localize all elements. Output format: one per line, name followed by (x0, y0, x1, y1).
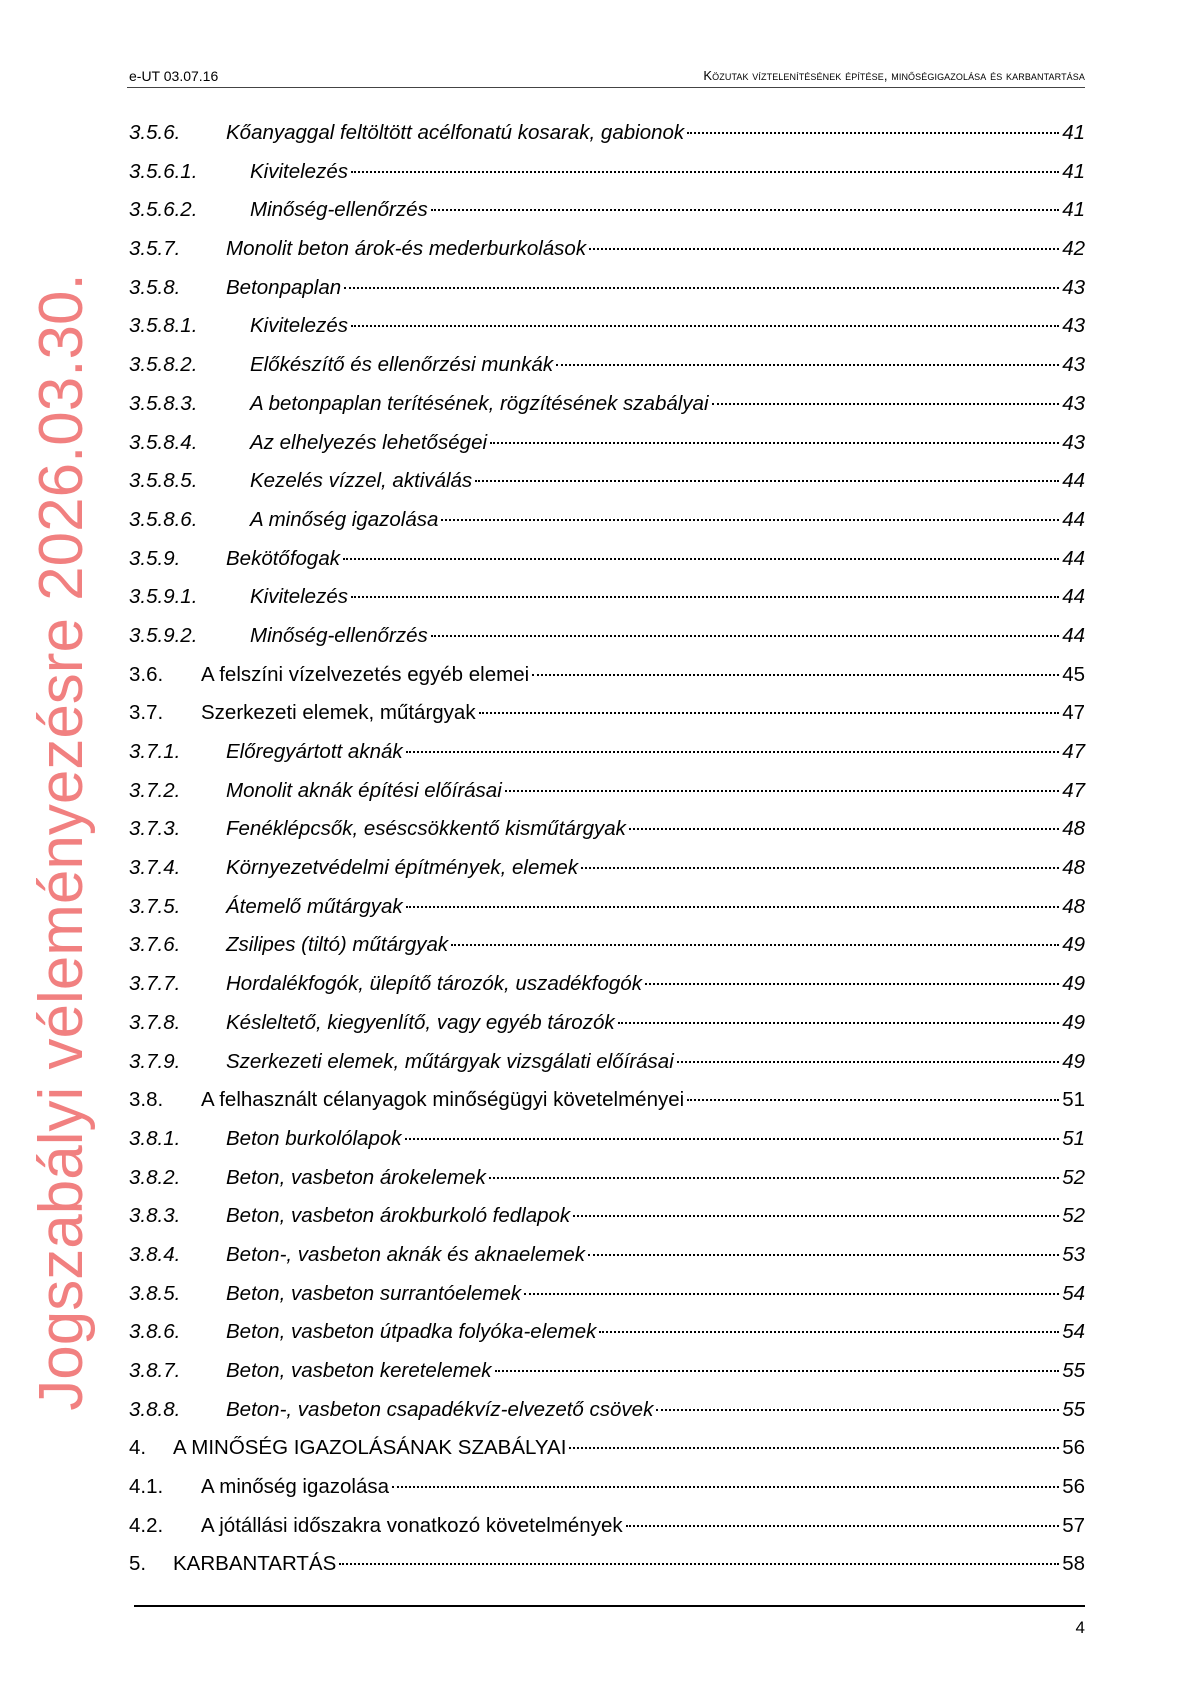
toc-entry-number: 3.8.8. (129, 1397, 181, 1421)
toc-entry-title: A felhasznált célanyagok minőségügyi követelményei (201, 1088, 685, 1112)
toc-entry-page: 58 (1062, 1552, 1085, 1576)
toc-entry-number: 3.6. (129, 662, 164, 686)
toc-entry[interactable] (129, 1429, 1085, 1468)
toc-entry-title: A MINŐSÉG IGAZOLÁSÁNAK SZABÁLYAI (173, 1436, 567, 1460)
toc-entry-title: Hordalékfogók, ülepítő tározók, uszadékfogók (226, 972, 642, 996)
toc-entry-number: 3.8. (129, 1088, 164, 1112)
toc-entry-number: 3.8.3. (129, 1204, 181, 1228)
toc-entry-title: Környezetvédelmi építmények, elemek (226, 856, 579, 880)
toc-entry-number: 3.5.8.1. (129, 314, 198, 338)
dot-leader (405, 1138, 1060, 1140)
toc-entry-title: Beton, vasbeton keretelemek (226, 1359, 492, 1382)
footer-divider (134, 1605, 1085, 1607)
toc-entry[interactable] (129, 191, 1085, 230)
toc-entry-number: 3.8.4. (129, 1242, 181, 1266)
toc-entry[interactable] (129, 462, 1085, 501)
toc-entry-page: 56 (1062, 1475, 1085, 1499)
watermark: Jogszabályi véleményezésre 2026.03.30. (27, 273, 96, 1411)
toc-entry[interactable] (129, 501, 1085, 540)
toc-entry-title: Bekötőfogak (226, 546, 340, 570)
toc-entry-page: 43 (1062, 391, 1085, 415)
toc-entry-page: 44 (1062, 469, 1085, 493)
toc-entry-title: A jótállási időszakra vonatkozó követelmények (201, 1513, 623, 1537)
toc-entry-title: Kivitelezés (250, 585, 348, 609)
toc-entry-title: Kezelés vízzel, aktiválás (250, 469, 473, 493)
toc-entry-title: A minőség igazolása (250, 507, 439, 531)
toc-entry-page: 42 (1062, 237, 1085, 261)
toc-entry[interactable] (129, 617, 1085, 656)
toc-entry[interactable] (129, 385, 1085, 424)
toc-entry-title: Monolit beton árok-és mederburkolások (226, 237, 587, 261)
toc-entry[interactable] (129, 1313, 1085, 1352)
toc-entry-page: 43 (1062, 353, 1085, 377)
dot-leader (406, 906, 1060, 908)
toc-entry-page: 41 (1062, 159, 1085, 183)
toc-entry-number: 3.5.9. (129, 546, 181, 570)
toc-entry-page: 44 (1062, 585, 1085, 609)
toc-entry-number: 3.7.6. (129, 933, 181, 957)
toc-entry-number: 3.5.8. (129, 275, 181, 299)
toc-entry-number: 3.7.2. (129, 778, 181, 802)
toc-entry[interactable] (129, 926, 1085, 965)
toc-entry-page: 55 (1062, 1397, 1085, 1421)
toc-entry[interactable] (129, 346, 1085, 385)
dot-leader (588, 1254, 1059, 1256)
toc-entry-page: 51 (1062, 1126, 1085, 1150)
toc-entry-page: 49 (1062, 972, 1085, 996)
toc-entry-page: 47 (1062, 740, 1085, 763)
toc-entry-title: Kőanyaggal feltöltött acélfonatú kosarak, gabionok (226, 121, 685, 144)
dot-leader (344, 287, 1059, 289)
toc-entry-title: A minőség igazolása (201, 1475, 390, 1499)
toc-entry-page: 41 (1062, 198, 1085, 222)
toc-entry-number: 3.5.8.2. (129, 353, 198, 377)
toc-entry-page: 54 (1062, 1320, 1085, 1344)
toc-entry-title: Betonpaplan (226, 275, 342, 299)
dot-leader (581, 867, 1059, 869)
toc-entry-title: Az elhelyezés lehetőségei (250, 430, 488, 454)
toc-entry-title: KARBANTARTÁS (173, 1552, 337, 1576)
dot-leader (351, 596, 1059, 598)
toc-entry-page: 47 (1062, 701, 1085, 725)
dot-leader (645, 983, 1059, 985)
toc-entry-title: Beton-, vasbeton aknák és aknaelemek (226, 1242, 585, 1266)
toc-entry-number: 3.7.5. (129, 894, 181, 918)
toc-entry-page: 49 (1062, 1049, 1085, 1073)
dot-leader (532, 674, 1059, 676)
toc-entry-title: Beton, vasbeton árokelemek (226, 1165, 486, 1189)
toc-entry[interactable] (129, 849, 1085, 888)
toc-entry-title: Kivitelezés (250, 159, 348, 183)
header-divider (127, 87, 1085, 88)
toc-entry-number: 3.7. (129, 701, 164, 725)
toc-entry-page: 49 (1062, 933, 1085, 957)
toc-entry-number: 3.7.3. (129, 817, 181, 841)
table-of-contents (129, 114, 1085, 1584)
toc-entry-number: 3.7.8. (129, 1010, 181, 1034)
toc-entry-page: 43 (1062, 430, 1085, 454)
toc-entry-title: Minőség-ellenőrzés (250, 198, 428, 222)
toc-entry-number: 3.8.7. (129, 1359, 181, 1382)
dot-leader (451, 944, 1059, 946)
dot-leader (489, 1177, 1059, 1179)
toc-entry-title: Beton-, vasbeton csapadékvíz-elvezető csövek (226, 1397, 654, 1421)
toc-entry[interactable] (129, 1352, 1085, 1391)
toc-entry-number: 3.7.9. (129, 1049, 181, 1073)
toc-entry-page: 52 (1062, 1204, 1085, 1228)
toc-entry[interactable] (129, 1120, 1085, 1159)
toc-entry[interactable] (129, 1004, 1085, 1043)
toc-entry[interactable] (129, 1507, 1085, 1546)
dot-leader (687, 1099, 1059, 1101)
toc-entry[interactable] (129, 656, 1085, 695)
toc-entry-title: Előkészítő és ellenőrzési munkák (250, 353, 554, 377)
toc-entry[interactable] (129, 1275, 1085, 1314)
toc-entry-number: 5. (129, 1552, 147, 1576)
dot-leader (556, 364, 1059, 366)
toc-entry[interactable] (129, 1468, 1085, 1507)
toc-entry[interactable] (129, 230, 1085, 269)
toc-entry[interactable] (129, 307, 1085, 346)
toc-entry-page: 48 (1062, 817, 1085, 841)
toc-entry[interactable] (129, 153, 1085, 192)
toc-entry-number: 3.7.4. (129, 856, 181, 880)
dot-leader (343, 558, 1059, 560)
dot-leader (712, 403, 1060, 405)
toc-entry-number: 3.5.6. (129, 121, 181, 144)
toc-entry-number: 3.7.1. (129, 740, 181, 763)
header-doc-title: Közutak víztelenítésének építése, minőségigazolása és karbantartása (703, 68, 1085, 83)
toc-entry-number: 3.5.9.1. (129, 585, 198, 609)
toc-entry-number: 4.2. (129, 1513, 164, 1537)
toc-entry[interactable] (129, 810, 1085, 849)
toc-entry-number: 3.5.6.1. (129, 159, 198, 183)
toc-entry-number: 3.5.6.2. (129, 198, 198, 222)
toc-entry-title: Beton, vasbeton surrantóelemek (226, 1281, 522, 1305)
dot-leader (339, 1563, 1059, 1565)
toc-entry-number: 3.5.7. (129, 237, 181, 261)
toc-entry[interactable] (129, 578, 1085, 617)
toc-entry-title: Beton, vasbeton árokburkoló fedlapok (226, 1204, 571, 1228)
dot-leader (351, 171, 1059, 173)
toc-entry-title: Beton burkolólapok (226, 1126, 402, 1150)
toc-entry[interactable] (129, 1043, 1085, 1082)
toc-entry-number: 3.5.8.3. (129, 391, 198, 415)
toc-entry[interactable] (129, 269, 1085, 308)
toc-entry-page: 51 (1062, 1088, 1085, 1112)
toc-entry[interactable] (129, 114, 1085, 153)
dot-leader (677, 1061, 1059, 1063)
toc-entry-page: 52 (1062, 1165, 1085, 1189)
toc-entry[interactable] (129, 965, 1085, 1004)
dot-leader (392, 1486, 1059, 1488)
toc-entry[interactable] (129, 1545, 1085, 1584)
toc-entry-title: Monolit aknák építési előírásai (226, 778, 502, 802)
dot-leader (573, 1215, 1059, 1217)
dot-leader (599, 1331, 1059, 1333)
toc-entry[interactable] (129, 1081, 1085, 1120)
dot-leader (629, 828, 1059, 830)
toc-entry-title: Átemelő műtárgyak (226, 894, 403, 918)
toc-entry-page: 47 (1062, 778, 1085, 802)
dot-leader (687, 132, 1059, 134)
dot-leader (524, 1293, 1059, 1295)
page-number: 4 (1075, 1618, 1085, 1637)
toc-entry-page: 48 (1062, 856, 1085, 880)
toc-entry[interactable] (129, 424, 1085, 463)
toc-entry-page: 44 (1062, 507, 1085, 531)
dot-leader (406, 751, 1060, 753)
toc-entry-page: 43 (1062, 314, 1085, 338)
dot-leader (589, 248, 1059, 250)
toc-entry-page: 57 (1062, 1513, 1085, 1537)
toc-entry-title: Zsilipes (tiltó) műtárgyak (226, 933, 449, 957)
toc-entry-title: A betonpaplan terítésének, rögzítésének szabályai (250, 391, 709, 415)
toc-entry-number: 3.8.1. (129, 1126, 181, 1150)
toc-entry-number: 4. (129, 1436, 147, 1460)
toc-entry-number: 3.7.7. (129, 972, 181, 996)
toc-entry[interactable] (129, 1391, 1085, 1430)
toc-entry-title: Kivitelezés (250, 314, 348, 338)
dot-leader (618, 1022, 1060, 1024)
toc-entry-page: 43 (1062, 275, 1085, 299)
toc-entry-page: 55 (1062, 1359, 1085, 1382)
toc-entry-page: 54 (1062, 1281, 1085, 1305)
toc-entry[interactable] (129, 694, 1085, 733)
toc-entry-number: 3.5.8.6. (129, 507, 198, 531)
toc-entry[interactable] (129, 540, 1085, 579)
toc-entry-page: 41 (1062, 121, 1085, 144)
dot-leader (505, 790, 1059, 792)
dot-leader (656, 1409, 1059, 1411)
toc-entry-page: 44 (1062, 546, 1085, 570)
toc-entry[interactable] (129, 733, 1085, 772)
toc-entry[interactable] (129, 888, 1085, 927)
toc-entry[interactable] (129, 1236, 1085, 1275)
toc-entry-title: A felszíni vízelvezetés egyéb elemei (201, 662, 530, 686)
dot-leader (475, 480, 1059, 482)
toc-entry[interactable] (129, 772, 1085, 811)
toc-entry-page: 44 (1062, 623, 1085, 647)
toc-entry-title: Fenéklépcsők, eséscsökkentő kisműtárgyak (226, 817, 626, 841)
toc-entry-page: 53 (1062, 1242, 1085, 1266)
dot-leader (569, 1447, 1059, 1449)
dot-leader (441, 519, 1059, 521)
toc-entry-page: 48 (1062, 894, 1085, 918)
toc-entry-number: 3.8.5. (129, 1281, 181, 1305)
dot-leader (479, 712, 1060, 714)
dot-leader (431, 635, 1059, 637)
toc-entry-title: Késleltető, kiegyenlítő, vagy egyéb tározók (226, 1010, 615, 1034)
toc-entry-title: Előregyártott aknák (226, 740, 403, 763)
dot-leader (431, 209, 1059, 211)
dot-leader (495, 1370, 1060, 1372)
toc-entry-title: Szerkezeti elemek, műtárgyak vizsgálati előírásai (226, 1049, 674, 1073)
toc-entry-number: 3.8.6. (129, 1320, 181, 1344)
toc-entry-number: 3.5.8.4. (129, 430, 198, 454)
toc-entry-page: 49 (1062, 1010, 1085, 1034)
dot-leader (626, 1525, 1060, 1527)
toc-entry[interactable] (129, 1159, 1085, 1198)
toc-entry-title: Minőség-ellenőrzés (250, 623, 428, 647)
toc-entry[interactable] (129, 1197, 1085, 1236)
header-doc-code: e-UT 03.07.16 (129, 68, 219, 84)
dot-leader (351, 325, 1059, 327)
toc-entry-number: 3.5.8.5. (129, 469, 198, 493)
toc-entry-page: 45 (1062, 662, 1085, 686)
toc-entry-page: 56 (1062, 1436, 1085, 1460)
toc-entry-number: 4.1. (129, 1475, 164, 1499)
toc-entry-number: 3.8.2. (129, 1165, 181, 1189)
toc-entry-number: 3.5.9.2. (129, 623, 198, 647)
toc-entry-title: Beton, vasbeton útpadka folyóka-elemek (226, 1320, 597, 1344)
dot-leader (490, 442, 1059, 444)
toc-entry-title: Szerkezeti elemek, műtárgyak (201, 701, 476, 725)
